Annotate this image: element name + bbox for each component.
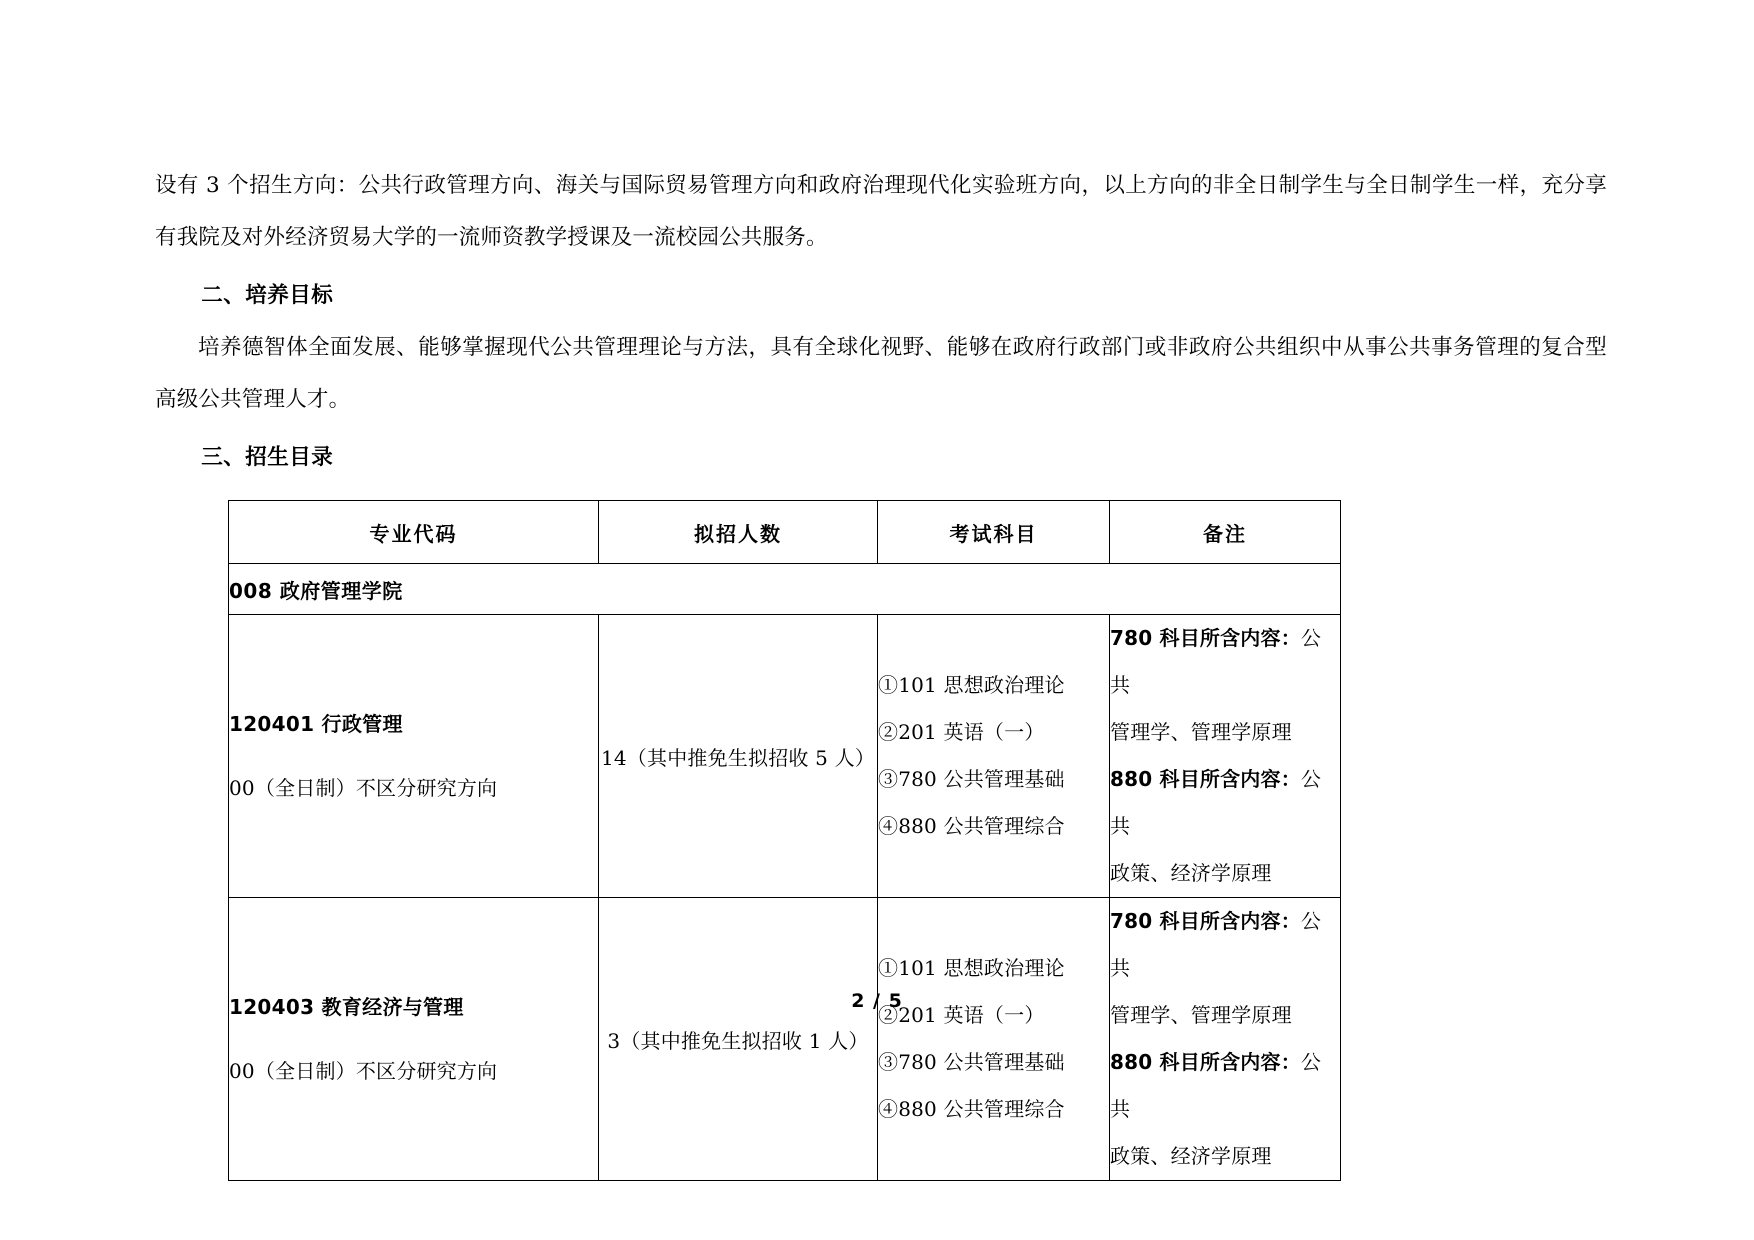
major-code: 120403 教育经济与管理 xyxy=(229,995,464,1019)
page-number: 2 / 5 xyxy=(851,990,903,1012)
major-code: 120401 行政管理 xyxy=(229,712,403,736)
remark-text: 政策、经济学原理 xyxy=(1110,1144,1272,1168)
column-header-remarks: 备注 xyxy=(1110,501,1341,564)
remark-text: 公共 xyxy=(1110,909,1322,980)
section-heading-admissions-catalog: 三、招生目录 xyxy=(201,445,334,470)
section-heading-training-goal: 二、培养目标 xyxy=(201,283,334,308)
major-cell xyxy=(229,615,599,898)
table-row xyxy=(229,615,1341,898)
remark-label: 880 科目所含内容： xyxy=(1110,767,1301,791)
column-header-quota: 拟招人数 xyxy=(599,501,878,564)
remark-item xyxy=(1110,709,1340,756)
intro-paragraph: 设有 3 个招生方向：公共行政管理方向、海关与国际贸易管理方向和政府治理现代化实验班方向，以上方向的非全日制学生与全日制学生一样，充分享有我院及对外经济贸易大学的一流师资教学授课及一流校园公共服务。 xyxy=(155,173,1607,250)
quota-cell: 14（其中推免生拟招收 5 人） xyxy=(599,615,878,898)
remark-text: 公共 xyxy=(1110,767,1322,838)
exam-subject-item: ③780 公共管理基础 xyxy=(878,1050,1065,1074)
exam-subject-item: ②201 英语（一） xyxy=(878,1003,1045,1027)
column-header-exam-subjects: 考试科目 xyxy=(878,501,1110,564)
remarks-cell xyxy=(1110,615,1341,898)
major-direction: 00（全日制）不区分研究方向 xyxy=(229,1059,498,1083)
quota-cell: 3（其中推免生拟招收 1 人） xyxy=(599,898,878,1181)
exam-subjects-cell xyxy=(878,898,1110,1181)
remark-item xyxy=(1110,756,1340,850)
table-row-department xyxy=(229,564,1341,615)
exam-subject-item: ①101 思想政治理论 xyxy=(878,956,1065,980)
remark-text: 公共 xyxy=(1110,1050,1322,1121)
exam-subject-item: ①101 思想政治理论 xyxy=(878,673,1065,697)
table-header-row xyxy=(229,501,1341,564)
remark-text: 管理学、管理学原理 xyxy=(1110,720,1292,744)
remark-label: 780 科目所含内容： xyxy=(1110,626,1301,650)
spacer xyxy=(229,1030,598,1048)
major-direction: 00（全日制）不区分研究方向 xyxy=(229,776,498,800)
table-header xyxy=(229,501,1341,564)
remark-item xyxy=(1110,1133,1340,1180)
remark-label: 880 科目所含内容： xyxy=(1110,1050,1301,1074)
remark-item xyxy=(1110,1039,1340,1133)
remark-item xyxy=(1110,615,1340,709)
exam-subjects-cell xyxy=(878,615,1110,898)
remark-item xyxy=(1110,898,1340,992)
remark-text: 公共 xyxy=(1110,626,1322,697)
spacer xyxy=(155,484,1607,500)
major-cell xyxy=(229,898,599,1181)
remark-label: 780 科目所含内容： xyxy=(1110,909,1301,933)
table-body xyxy=(229,564,1341,1181)
remark-text: 管理学、管理学原理 xyxy=(1110,1003,1292,1027)
remark-item xyxy=(1110,850,1340,897)
department-name: 008 政府管理学院 xyxy=(229,564,1341,615)
exam-subject-item: ②201 英语（一） xyxy=(878,720,1045,744)
table-row xyxy=(229,898,1341,1181)
column-header-major-code: 专业代码 xyxy=(229,501,599,564)
page-content xyxy=(155,160,1607,1181)
exam-subject-item: ③780 公共管理基础 xyxy=(878,767,1065,791)
spacer xyxy=(229,747,598,765)
remark-text: 政策、经济学原理 xyxy=(1110,861,1272,885)
training-goal-paragraph: 培养德智体全面发展、能够掌握现代公共管理理论与方法，具有全球化视野、能够在政府行政部门或非政府公共组织中从事公共事务管理的复合型高级公共管理人才。 xyxy=(155,335,1607,412)
exam-subject-item: ④880 公共管理综合 xyxy=(878,814,1065,838)
admissions-table xyxy=(228,500,1341,1181)
exam-subject-item: ④880 公共管理综合 xyxy=(878,1097,1065,1121)
remarks-cell xyxy=(1110,898,1341,1181)
